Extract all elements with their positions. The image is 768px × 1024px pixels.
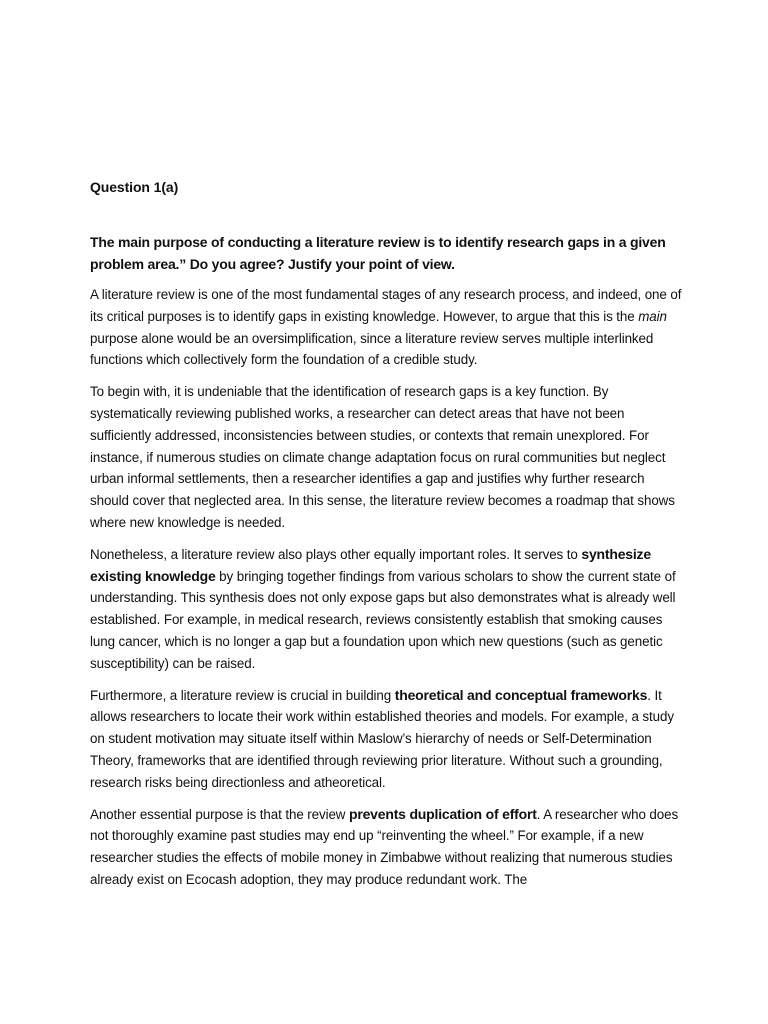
- question-prompt: The main purpose of conducting a literature review is to identify research gaps in a given problem area.” Do you agree? Justify your point of view.: [90, 234, 666, 272]
- document-page: [90, 176, 682, 901]
- paragraph-duplication-text-a: Another essential purpose is that the review: [90, 806, 349, 822]
- paragraph-synthesis-text-b: by bringing together findings from various scholars to show the current state of understanding. This synthesis does not only expose gaps but also demonstrates what is already well established. For example, in medical research, reviews consistently establish that smoking causes lung cancer, which is no longer a gap but a foundation upon which new questions (such as genetic susceptibility) can be raised.: [90, 568, 676, 671]
- paragraph-intro-text-b: purpose alone would be an oversimplification, since a literature review serves multiple interlinked functions which collectively form the foundation of a credible study.: [90, 330, 654, 368]
- paragraph-frameworks-text-b: . It allows researchers to locate their work within established theories and models. For example, a study on student motivation may situate itself within Maslow’s hierarchy of needs or Self-Determination Theory, frameworks that are identified through reviewing prior literature. Without such a grounding, research risks being directionless and atheoretical.: [90, 687, 674, 790]
- paragraph-duplication: [90, 804, 682, 891]
- paragraph-frameworks-strong: theoretical and conceptual frameworks: [394, 686, 648, 703]
- question-title: Question 1(a): [90, 179, 179, 195]
- paragraph-intro: [90, 284, 682, 371]
- paragraph-synthesis: [90, 544, 682, 675]
- paragraph-intro-text-a: A literature review is one of the most fundamental stages of any research process, and indeed, one of its critical purposes is to identify gaps in existing knowledge. However, to argue that this is the: [90, 287, 682, 324]
- paragraph-duplication-strong: prevents duplication of effort: [349, 805, 537, 822]
- paragraph-frameworks: [90, 685, 682, 794]
- paragraph-intro-emphasis: main: [638, 308, 667, 324]
- paragraph-frameworks-text-a: Furthermore, a literature review is crucial in building: [90, 687, 395, 703]
- paragraph-synthesis-text-a: Nonetheless, a literature review also plays other equally important roles. It serves to: [90, 546, 582, 562]
- paragraph-synthesis-strong: synthesize existing knowledge: [90, 545, 651, 584]
- paragraph-research-gaps: To begin with, it is undeniable that the identification of research gaps is a key function. By systematically reviewing published works, a researcher can detect areas that have not been sufficiently addressed, inconsistencies between studies, or contexts that remain unexplored. For instance, if numerous studies on climate change adaptation focus on rural communities but neglect urban informal settlements, then a researcher identifies a gap and justifies why further research should cover that neglected area. In this sense, the literature review becomes a roadmap that shows where new knowledge is needed.: [90, 384, 675, 530]
- paragraph-duplication-text-b: . A researcher who does not thoroughly examine past studies may end up “reinventing the wheel.” For example, if a new researcher studies the effects of mobile money in Zimbabwe without realizing that numerous studies already exist on Ecocash adoption, they may produce redundant work. The: [90, 806, 679, 887]
